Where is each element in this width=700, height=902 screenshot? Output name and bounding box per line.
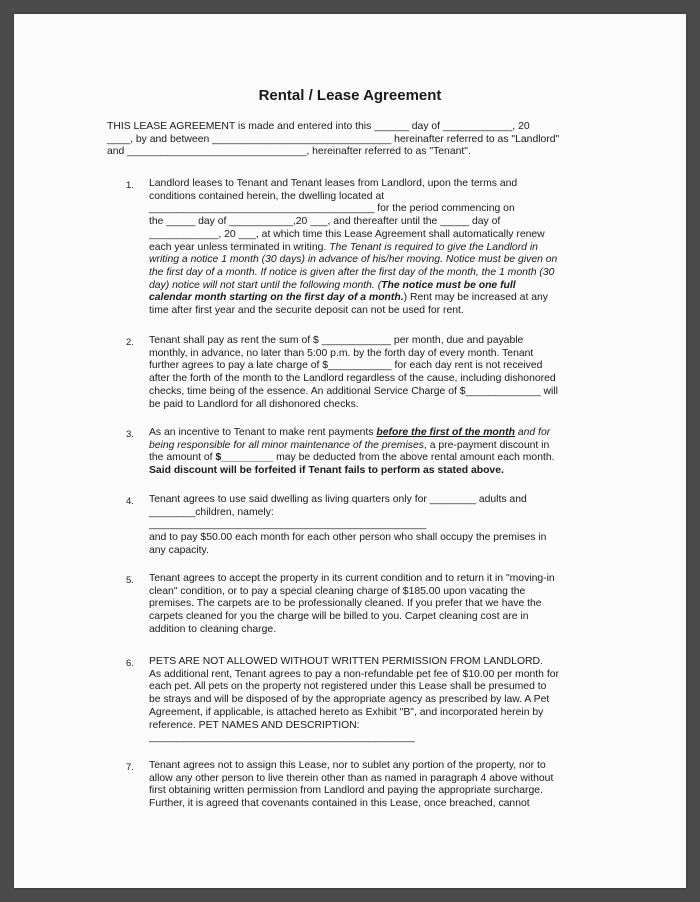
paragraph-number: 2. bbox=[126, 337, 134, 348]
text-line: be strays and will be disposed of by the appropriate agency as prescribed by law. A Pet bbox=[149, 694, 550, 706]
text-line bbox=[149, 440, 589, 453]
text-line: any capacity. bbox=[149, 544, 209, 556]
intro-paragraph bbox=[107, 121, 607, 159]
text-line: Tenant agrees to accept the property in its current condition and to return it in "moving-in bbox=[149, 573, 555, 584]
text-line: be paid to Landlord for all dishonored checks. bbox=[149, 398, 359, 410]
paragraph-number: 6. bbox=[126, 658, 134, 669]
paragraph-number: 5. bbox=[126, 575, 134, 586]
paragraph-number: 7. bbox=[126, 762, 134, 773]
italic-run: day) notice will not start until the following month. ( bbox=[149, 279, 382, 291]
document-title: Rental / Lease Agreement bbox=[258, 87, 442, 104]
intro-line: ____, by and between _______________________________ hereinafter referred to as "Landlord" bbox=[107, 133, 560, 145]
paragraph-number: 4. bbox=[126, 496, 134, 507]
text-line: Further, it is agreed that covenants contained in this Lease, once breached, cannot bbox=[149, 798, 530, 810]
text-line: and to pay $50.00 each month for each other person who shall occupy the premises in bbox=[149, 532, 547, 544]
paragraph-number: 1. bbox=[126, 180, 134, 191]
text-line bbox=[149, 452, 589, 465]
text-line: Tenant shall pay as rent the sum of $ ____________ per month, due and payable bbox=[149, 335, 524, 346]
text-line: As additional rent, Tenant agrees to pay a non-refundable pet fee of $10.00 per month for bbox=[149, 668, 559, 680]
text-line: ______________________________________________ bbox=[149, 732, 415, 744]
paragraph-2 bbox=[149, 335, 589, 411]
text-line: PETS ARE NOT ALLOWED WITHOUT WRITTEN PERMISSION FROM LANDLORD. bbox=[149, 656, 543, 667]
text-line: ________children, namely: bbox=[149, 506, 274, 518]
text-line: Tenant agrees not to assign this Lease, nor to sublet any portion of the property, nor to bbox=[149, 760, 546, 771]
bold-run: $_________ bbox=[215, 452, 274, 464]
paragraph-number: 3. bbox=[126, 429, 134, 440]
text-line: reference. PET NAMES AND DESCRIPTION: bbox=[149, 719, 360, 731]
text-line: monthly, in advance, no later than 5:00 p.m. by the forth day of every month. Tenant bbox=[149, 347, 534, 359]
text-run: may be deducted from the above rental amount each month. bbox=[276, 452, 555, 464]
text-run: , a pre-payment discount in bbox=[423, 439, 550, 451]
text-line: addition to cleaning charge. bbox=[149, 623, 277, 635]
intro-line: THIS LEASE AGREEMENT is made and entered into this ______ day of ____________, 20 bbox=[107, 121, 530, 132]
text-line bbox=[149, 242, 589, 255]
text-run: each year unless terminated in writing. bbox=[149, 241, 327, 253]
text-line: Said discount will be forfeited if Tenant fails to perform as stated above. bbox=[149, 465, 504, 477]
italic-run: The Tenant is required to give the Landlord in bbox=[329, 241, 538, 253]
italic-run: and for bbox=[517, 427, 551, 438]
bold-italic-run: calendar month starting on the first day of a month. bbox=[149, 292, 404, 304]
text-line: writing a notice 1 month (30 days) in advance of his/her moving. Notice must be given on bbox=[149, 254, 558, 266]
document-page bbox=[14, 14, 686, 888]
text-line: carpets cleaned for you the charge will be billed to you. Carpet cleaning cost are in bbox=[149, 611, 529, 623]
text-line: the first day of a month. If notice is given after the first day of the month, the 1 month (30 bbox=[149, 266, 555, 278]
paragraph-5 bbox=[149, 573, 589, 637]
text-line bbox=[149, 292, 589, 305]
text-line bbox=[149, 280, 589, 293]
text-line: further agrees to pay a late charge of $___________ for each day rent is not received bbox=[149, 360, 543, 372]
text-run: As an incentive to Tenant to make rent payments bbox=[149, 427, 374, 438]
text-line: the _____ day of ___________,20 ___, and thereafter until the _____ day of bbox=[149, 216, 501, 228]
text-line: Landlord leases to Tenant and Tenant leases from Landlord, upon the terms and bbox=[149, 178, 518, 189]
paragraph-6 bbox=[149, 656, 589, 745]
paragraph-1 bbox=[149, 178, 589, 318]
text-line: ________________________________________________ bbox=[149, 519, 427, 531]
paragraph-7 bbox=[149, 760, 589, 811]
text-line: checks, time being of the essence. An additional Service Charge of $_____________ will bbox=[149, 385, 558, 397]
text-run: ) Rent may be increased at any bbox=[403, 292, 548, 304]
text-line: ____________, 20 ___, at which time this Lease Agreement shall automatically renew bbox=[149, 228, 545, 240]
text-line: first obtaining written permission from Landlord and paying the appropriate surcharge. bbox=[149, 785, 543, 797]
text-line bbox=[149, 427, 589, 440]
text-line: Tenant agrees to use said dwelling as living quarters only for ________ adults and bbox=[149, 494, 527, 505]
bold-italic-underline-run: before the first of the month bbox=[376, 427, 515, 438]
intro-line: and _______________________________, hereinafter referred to as "Tenant". bbox=[107, 146, 471, 158]
italic-run: being responsible for all minor maintenance of the premises bbox=[149, 439, 424, 451]
paragraph-4 bbox=[149, 494, 589, 558]
text-line: time after first year and the securite deposit can not be used for rent. bbox=[149, 305, 464, 317]
bold-italic-run: The notice must be one full bbox=[381, 279, 516, 291]
text-line: allow any other person to live therein other than as named in paragraph 4 above without bbox=[149, 772, 554, 784]
text-line: clean" condition, or to pay a special cleaning charge of $185.00 upon vacating the bbox=[149, 585, 526, 597]
text-line: after the forth of the month to the Landlord regardless of the cause, including dishonored bbox=[149, 373, 556, 385]
text-line: conditions contained herein, the dwelling located at bbox=[149, 190, 385, 202]
text-line: each pet. All pets on the property not registered under this Lease shall be presumed to bbox=[149, 681, 547, 693]
text-line: premises. The carpets are to be professionally cleaned. If you prefer that we have the bbox=[149, 598, 542, 610]
paragraph-3 bbox=[149, 427, 589, 478]
text-line: Agreement, if applicable, is attached hereto as Exhibit "B", and incorporated herein by bbox=[149, 706, 544, 718]
text-run: the amount of bbox=[149, 452, 213, 464]
text-line: _______________________________________ for the period commencing on bbox=[149, 203, 515, 215]
